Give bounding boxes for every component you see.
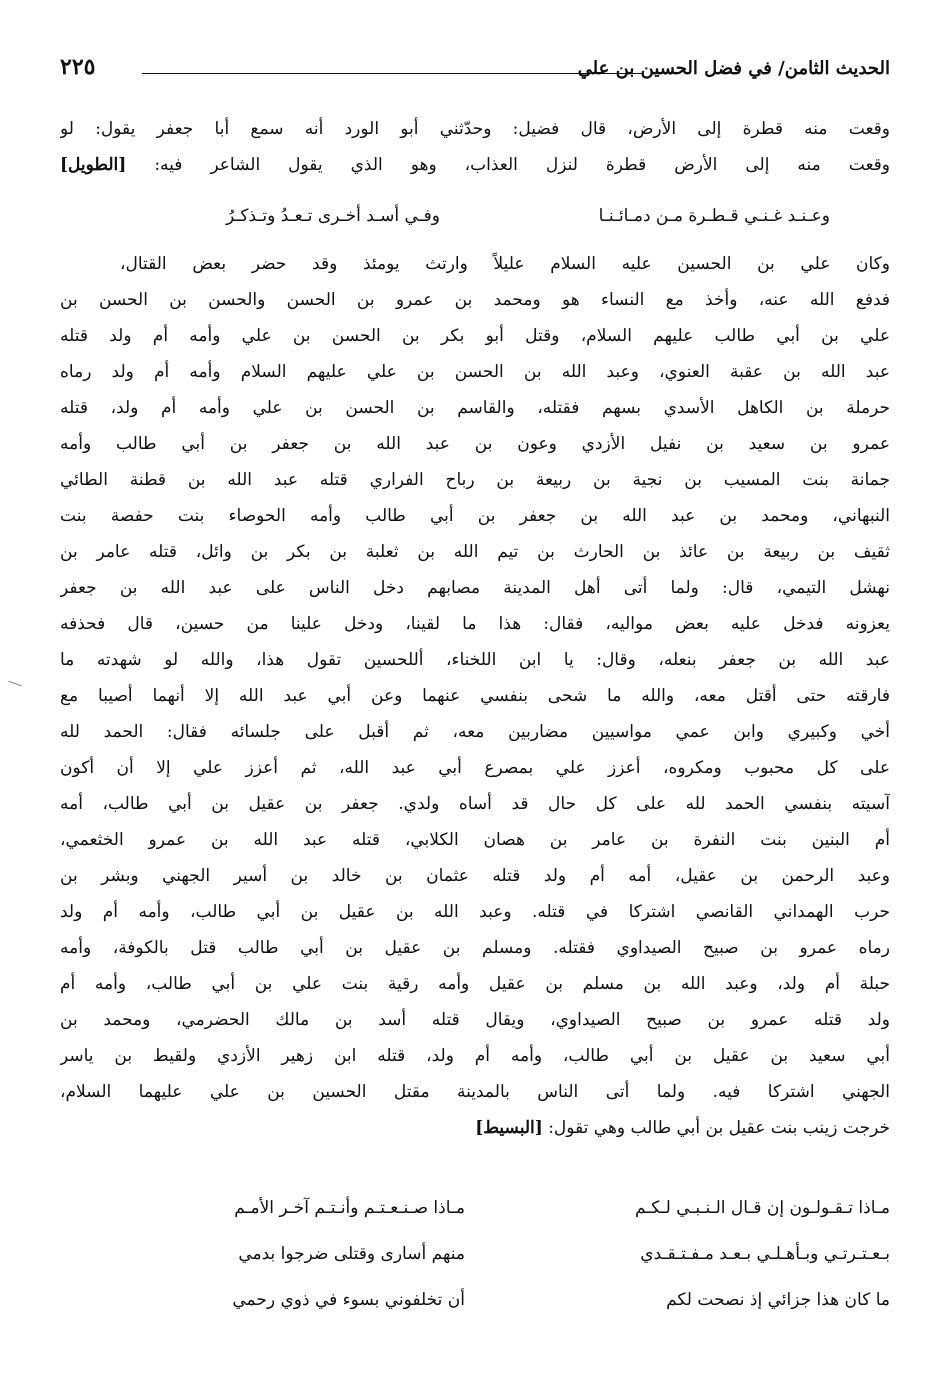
text-line: فارقته حتى أقتل معه، والله ما شحى بنفسي عنهما وعن أبي عبد الله إلا أنهما أصيبا مع: [60, 686, 890, 706]
verse-first-hemistich: بـعـتـرتـي وبـأهـلـي بـعـد مـفـتـقـدي: [640, 1244, 890, 1264]
text-line: جمانة بنت المسيب بن نجية بن ربيعة بن رباح الفراري قتله عبد الله بن قطنة الطائي: [60, 470, 890, 490]
text-line: النبهاني، ومحمد بن عبد الله بن جعفر بن أبي طالب وأمه الحوصاء بنت حفصة بنت: [60, 506, 890, 526]
text-line: عبد الله بن عقبة العنوي، وعبد الله بن الحسن بن علي عليهم السلام وأمه أم ولد رماه: [60, 362, 890, 382]
text-line: علي بن أبي طالب عليهم السلام، وقتل أبو بكر بن الحسن بن علي وأمه أم ولد قتله: [60, 326, 890, 346]
book-page: [60, 0, 890, 1379]
text-line: [60, 147, 890, 183]
text-line: يعزونه فدخل عليه بعض مواليه، فقال: هذا ما لقينا، ودخل علينا من حسين، قال فحذفه: [60, 614, 890, 634]
verse-second-hemistich: وفـي أسـد أخـرى تـعـدُ وتـذكـرُ: [226, 206, 440, 226]
poem-verse: [135, 1234, 890, 1274]
text-line: نهشل التيمي، قال: ولما أتى أهل المدينة مصابهم دخل الناس على عبد الله بن جعفر: [60, 578, 890, 598]
verse-first-hemistich: مـاذا تـقـولـون إن قـال الـنـبـي لـكـم: [634, 1198, 890, 1218]
page-number: ٢٢٥: [60, 54, 96, 80]
text-line: وكان علي بن الحسين عليه السلام عليلاً وارتث يومئذ وقد حضر بعض القتال،: [120, 254, 890, 274]
verse-second-hemistich: منهم أسارى وقتلى ضرجوا بدمي: [238, 1244, 465, 1264]
poem-verse: [135, 1188, 890, 1228]
text-line: أم البنين بنت النفرة بن عامر بن هصان الكلابي، قتله عبد الله بن عمرو الخثعمي،: [60, 830, 890, 850]
verse-first-hemistich: ما كان هذا جزائي إذ نصحت لكم: [666, 1290, 890, 1310]
text-line-content: وقعت منه إلى الأرض قطرة لنزل العذاب، وهو الذي يقول الشاعر فيه:: [154, 155, 890, 175]
text-line: أبي سعيد بن عقيل بن أبي طالب، وأمه أم ولد، قتله ابن زهير الأزدي ولقيط بن ياسر: [60, 1046, 890, 1066]
header-rule: [142, 73, 642, 74]
text-line-content: خرجت زينب بنت عقيل بن أبي طالب وهي تقول:: [548, 1118, 890, 1138]
running-header: [60, 54, 890, 92]
verse-second-hemistich: أن تخلفوني بسوء في ذوي رحمي: [232, 1290, 465, 1310]
text-line: أخي وكبيري وابن عمي مواسيين مضاربين معه، ثم أقبل على جلسائه فقال: الحمد لله: [60, 722, 890, 742]
text-line: رماه عمرو بن صبيح الصيداوي فقتله. ومسلم بن عقيل بن أبي طالب قتل بالكوفة، وأمه: [60, 938, 890, 958]
text-line: ثقيف بن ربيعة بن عائذ بن الحارث بن تيم الله بن ثعلبة بن بكر بن وائل، قتله عامر بن: [60, 542, 890, 562]
text-line: على كل محبوب ومكروه، أعزز علي بمصرع أبي عبد الله، ثم أعزز علي إلا أن أكون: [60, 758, 890, 778]
text-line: حرب الهمداني القانصي اشتركا في قتله. وعبد الله بن عقيل بن أبي طالب، وأمه أم ولد: [60, 902, 890, 922]
poem-verse: [135, 1280, 890, 1320]
text-line: عمرو بن سعيد بن نفيل الأزدي وعون بن عبد الله بن جعفر بن أبي طالب وأمه: [60, 434, 890, 454]
text-line: وقعت منه قطرة إلى الأرض، قال فضيل: وحدّثني أبو الورد أنه سمع أبا جعفر يقول: لو: [60, 119, 890, 139]
text-line: حبلة أم ولد، وعبد الله بن مسلم بن عقيل وأمه رقية بنت علي بن أبي طالب، وأمه أم: [60, 974, 890, 994]
text-line: حرملة بن الكاهل الأسدي بسهم فقتله، والقاسم بن الحسن بن علي وأمه أم ولد، قتله: [60, 398, 890, 418]
verse-line: [120, 196, 830, 236]
meter-label: [البسيط]: [475, 1118, 543, 1138]
text-line: فدفع الله عنه، وأخذ مع النساء هو ومحمد بن عمرو بن الحسن والحسن بن الحسن بن: [60, 290, 890, 310]
text-line: [60, 1110, 890, 1146]
text-line: الجهني اشتركا فيه. ولما أتى الناس بالمدينة مقتل الحسين بن علي عليهما السلام،: [60, 1082, 890, 1102]
margin-mark: [8, 681, 21, 687]
meter-label: [الطويل]: [60, 155, 127, 175]
text-line: عبد الله بن جعفر بنعله، وقال: يا ابن اللخناء، أللحسين تقول هذا، والله لو شهدته ما: [60, 650, 890, 670]
text-line: وعبد الرحمن بن عقيل، أمه أم ولد قتله عثمان بن خالد بن أسير الجهني وبشر بن: [60, 866, 890, 886]
running-title: الحديث الثامن/ في فضل الحسين بن علي: [577, 58, 890, 79]
verse-first-hemistich: وعـنـد غـنـي قـطـرة مـن دمـائـنـا: [598, 206, 830, 226]
text-line: آسيته بنفسي الحمد لله على كل حال قد أساه ولدي. جعفر بن عقيل بن أبي طالب، أمه: [60, 794, 890, 814]
verse-second-hemistich: مـاذا صـنـعـتـم وأنـتـم آخـر الأمـم: [234, 1198, 465, 1218]
text-line: ولد قتله عمرو بن صبيح الصيداوي، ويقال قتله أسد بن مالك الحضرمي، ومحمد بن: [60, 1010, 890, 1030]
